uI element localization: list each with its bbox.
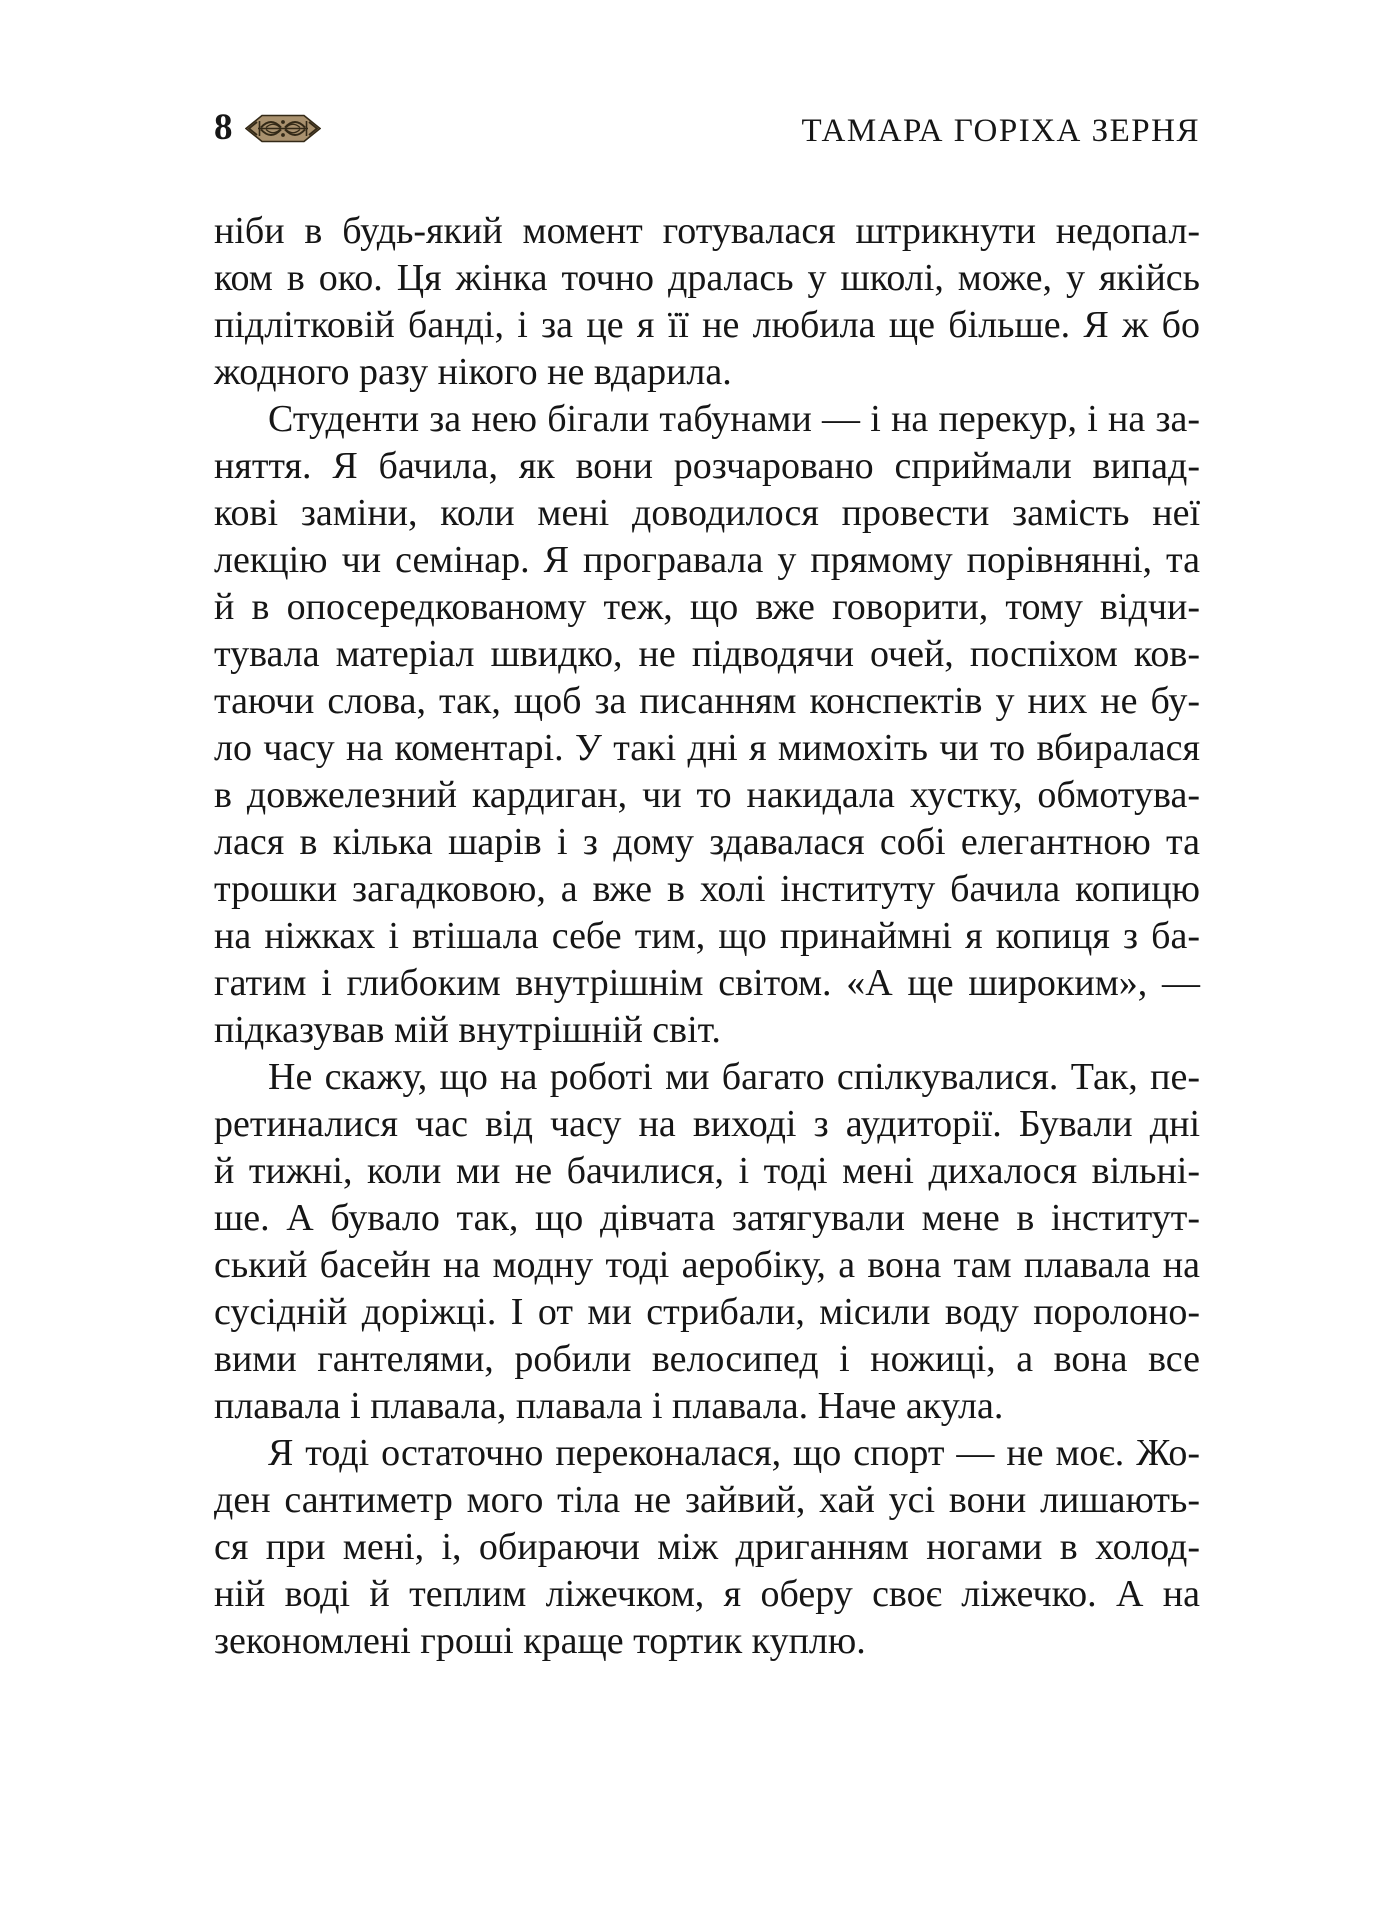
text-line: лекцію чи семінар. Я програвала у прямому порівнянні, та bbox=[214, 539, 1200, 581]
text-line: тувала матеріал швидко, не підводячи очей, поспіхом ков- bbox=[214, 633, 1200, 675]
text-line: лася в кілька шарів і з дому здавалася собі елегантною та bbox=[214, 821, 1200, 863]
text-line: підказував мій внутрішній світ. bbox=[214, 1009, 721, 1051]
running-header-title: ТАМАРА ГОРІХА ЗЕРНЯ bbox=[801, 113, 1200, 149]
text-line: на ніжках і втішала себе тим, що принаймні я копиця з ба- bbox=[214, 915, 1200, 957]
text-line: ніби в будь-який момент готувалася штрикнути недопал- bbox=[214, 210, 1200, 252]
text-line: гатим і глибоким внутрішнім світом. «А ще широким», — bbox=[214, 962, 1200, 1004]
text-line: ком в око. Ця жінка точно дралась у школі, може, у якійсь bbox=[214, 257, 1200, 299]
text-line: вими гантелями, робили велосипед і ножиці, а вона все bbox=[214, 1338, 1200, 1380]
text-line: ден сантиметр мого тіла не зайвий, хай усі вони лишають- bbox=[214, 1479, 1200, 1521]
body-text bbox=[214, 208, 1200, 1665]
page-number: 8 bbox=[214, 107, 233, 148]
text-line: жодного разу нікого не вдарила. bbox=[214, 351, 732, 393]
text-line: Не скажу, що на роботі ми багато спілкувалися. Так, пе- bbox=[268, 1056, 1200, 1098]
text-line: зекономлені гроші краще тортик куплю. bbox=[214, 1620, 866, 1662]
text-line: ло часу на коментарі. У такі дні я мимохіть чи то вбиралася bbox=[214, 727, 1200, 769]
text-line: ський басейн на модну тоді аеробіку, а вона там плавала на bbox=[214, 1244, 1200, 1286]
text-line: плавала і плавала, плавала і плавала. Наче акула. bbox=[214, 1385, 1004, 1427]
text-line: трошки загадковою, а вже в холі інституту бачила копицю bbox=[214, 868, 1200, 910]
text-line: ній воді й теплим ліжечком, я оберу своє ліжечко. А на bbox=[214, 1573, 1200, 1615]
text-line: в довжелезний кардиган, чи то накидала хустку, обмотува- bbox=[214, 774, 1200, 816]
text-line: й в опосередкованому теж, що вже говорити, тому відчи- bbox=[214, 586, 1200, 628]
text-line: підлітковій банді, і за це я її не любила ще більше. Я ж бо bbox=[214, 304, 1200, 346]
hexagon-leaf-ornament-icon bbox=[245, 113, 321, 144]
text-line: Студенти за нею бігали табунами — і на перекур, і на за- bbox=[268, 398, 1200, 440]
text-line: таючи слова, так, щоб за писанням конспектів у них не бу- bbox=[214, 680, 1200, 722]
text-line: ретиналися час від часу на виході з аудиторії. Бували дні bbox=[214, 1103, 1200, 1145]
text-line: сусідній доріжці. І от ми стрибали, місили воду поролоно- bbox=[214, 1291, 1200, 1333]
text-line: й тижні, коли ми не бачилися, і тоді мені дихалося вільні- bbox=[214, 1150, 1200, 1192]
page-header bbox=[214, 108, 1200, 148]
text-line: Я тоді остаточно переконалася, що спорт — не моє. Жо- bbox=[268, 1432, 1200, 1474]
text-line: кові заміни, коли мені доводилося провести замість неї bbox=[214, 492, 1200, 534]
text-line: ше. А бувало так, що дівчата затягували мене в інститут- bbox=[214, 1197, 1200, 1239]
text-line: ся при мені, і, обираючи між дриганням ногами в холод- bbox=[214, 1526, 1200, 1568]
text-line: няття. Я бачила, як вони розчаровано сприймали випад- bbox=[214, 445, 1200, 487]
